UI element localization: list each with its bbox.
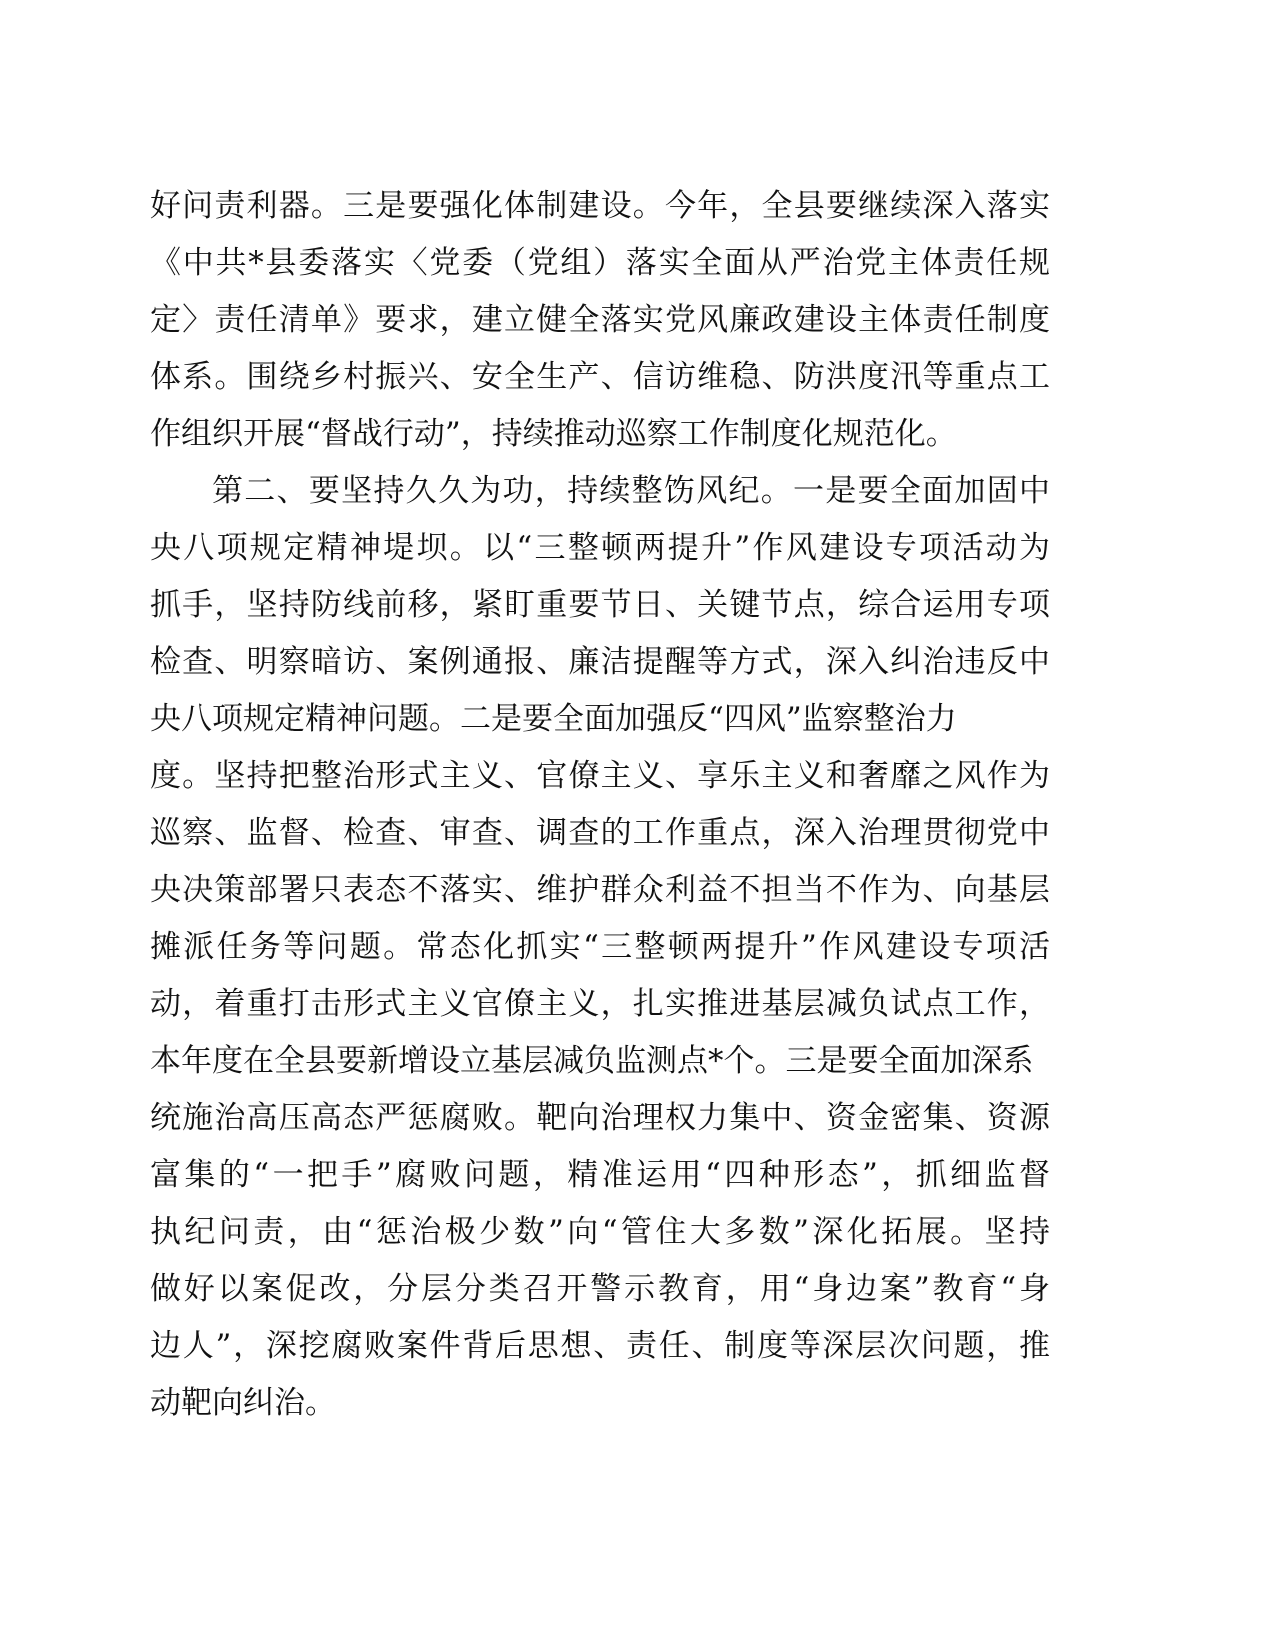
text-line: 执纪问责，由“惩治极少数”向“管住大多数”深化拓展。坚持 (150, 1214, 1050, 1250)
text-line: 抓手，坚持防线前移，紧盯重要节日、关键节点，综合运用专项 (150, 587, 1050, 623)
text-line: 央八项规定精神堤坝。以“三整顿两提升”作风建设专项活动为 (150, 530, 1050, 566)
text-line: 摊派任务等问题。常态化抓实“三整顿两提升”作风建设专项活 (150, 929, 1050, 965)
text-line: 定〉责任清单》要求，建立健全落实党风廉政建设主体责任制度 (150, 302, 1050, 338)
body-text (150, 178, 1050, 1432)
text-line: 巡察、监督、检查、审查、调查的工作重点，深入治理贯彻党中 (150, 815, 1050, 851)
text-line: 好问责利器。三是要强化体制建设。今年，全县要继续深入落实 (150, 188, 1050, 224)
text-line: 《中共*县委落实〈党委（党组）落实全面从严治党主体责任规 (150, 245, 1050, 281)
text-line: 央决策部署只表态不落实、维护群众利益不担当不作为、向基层 (150, 872, 1050, 908)
text-line: 动靶向纠治。 (150, 1385, 336, 1421)
text-line: 动，着重打击形式主义官僚主义，扎实推进基层减负试点工作， (150, 986, 1050, 1022)
text-line: 统施治高压高态严惩腐败。靶向治理权力集中、资金密集、资源 (150, 1100, 1050, 1136)
text-line: 央八项规定精神问题。二是要全面加强反“四风”监察整治力 (150, 701, 957, 737)
paragraph-first-line: 第二、要坚持久久为功，持续整饬风纪。一是要全面加固中 (212, 473, 1050, 509)
text-line: 体系。围绕乡村振兴、安全生产、信访维稳、防洪度汛等重点工 (150, 359, 1050, 395)
text-line: 检查、明察暗访、案例通报、廉洁提醒等方式，深入纠治违反中 (150, 644, 1050, 680)
text-line: 作组织开展“督战行动”，持续推动巡察工作制度化规范化。 (150, 416, 957, 452)
text-line: 做好以案促改，分层分类召开警示教育，用“身边案”教育“身 (150, 1271, 1050, 1307)
text-line: 度。坚持把整治形式主义、官僚主义、享乐主义和奢靡之风作为 (150, 758, 1050, 794)
text-line: 边人”，深挖腐败案件背后思想、责任、制度等深层次问题，推 (150, 1328, 1050, 1364)
text-line: 富集的“一把手”腐败问题，精准运用“四种形态”，抓细监督 (150, 1157, 1050, 1193)
text-line: 本年度在全县要新增设立基层减负监测点*个。三是要全面加深系 (150, 1043, 1034, 1079)
